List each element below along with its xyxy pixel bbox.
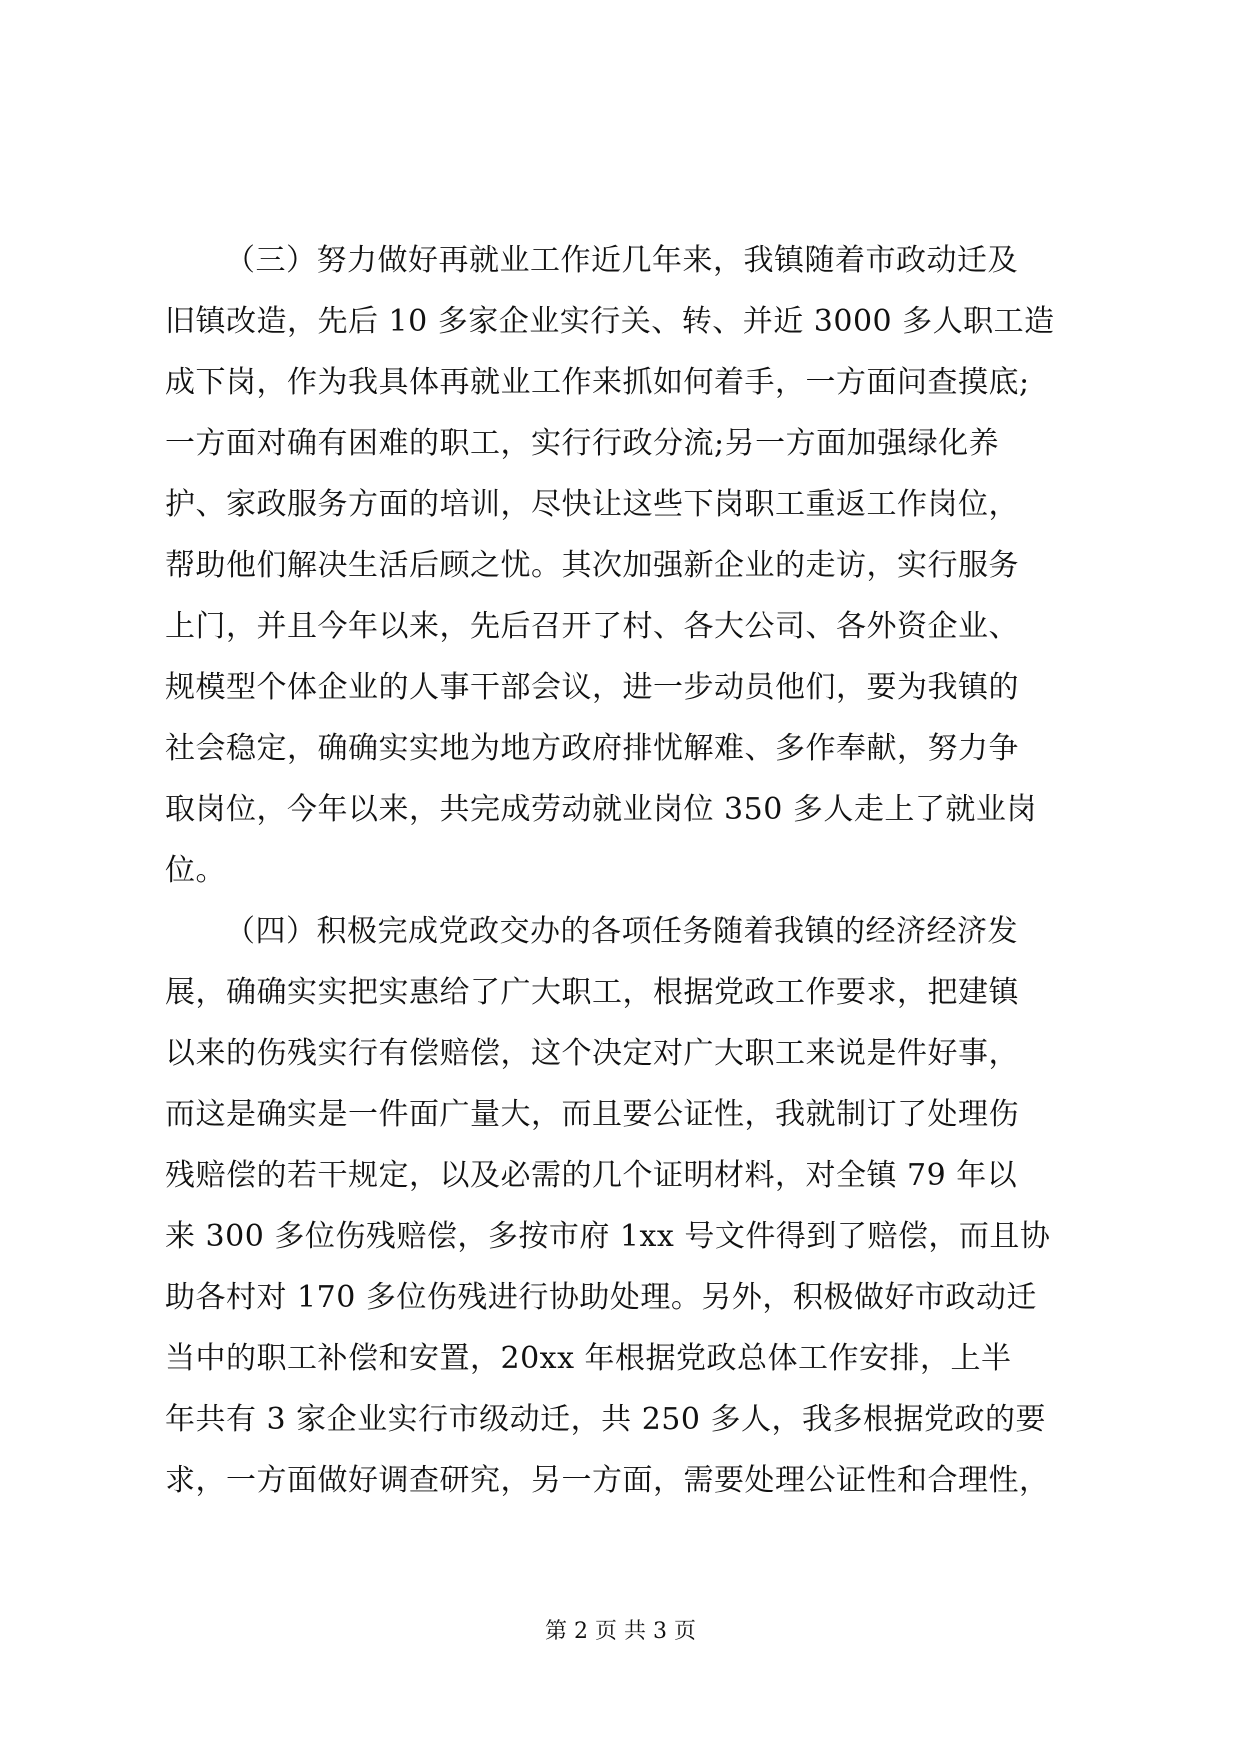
- text-line: 位。: [165, 853, 226, 888]
- text-line: 求，一方面做好调查研究，另一方面，需要处理公证性和合理性，: [165, 1463, 1050, 1498]
- text-line: 展，确确实实把实惠给了广大职工，根据党政工作要求，把建镇: [165, 975, 1019, 1010]
- text-line: 来 300 多位伤残赔偿，多按市府 1xx 号文件得到了赔偿，而且协: [165, 1219, 1051, 1254]
- text-line: 残赔偿的若干规定，以及必需的几个证明材料，对全镇 79 年以: [165, 1158, 1018, 1193]
- text-line: 而这是确实是一件面广量大，而且要公证性，我就制订了处理伤: [165, 1097, 1019, 1132]
- page-footer: [0, 1617, 1241, 1647]
- text-line: 以来的伤残实行有偿赔偿，这个决定对广大职工来说是件好事，: [165, 1036, 1019, 1071]
- text-line: 规模型个体企业的人事干部会议，进一步动员他们，要为我镇的: [165, 670, 1019, 705]
- text-line: 帮助他们解决生活后顾之忧。其次加强新企业的走访，实行服务: [165, 548, 1019, 583]
- text-line: 成下岗，作为我具体再就业工作来抓如何着手，一方面问查摸底;: [165, 365, 1030, 400]
- text-line: 社会稳定，确确实实地为地方政府排忧解难、多作奉献，努力争: [165, 731, 1019, 766]
- text-line: 上门，并且今年以来，先后召开了村、各大公司、各外资企业、: [165, 609, 1019, 644]
- text-line: 一方面对确有困难的职工，实行行政分流;另一方面加强绿化养: [165, 426, 1000, 461]
- paragraph-3: [165, 230, 1075, 901]
- page-number-label: 第 2 页 共 3 页: [545, 1619, 696, 1644]
- text-line: 旧镇改造，先后 10 多家企业实行关、转、并近 3000 多人职工造: [165, 304, 1055, 339]
- text-line: 当中的职工补偿和安置，20xx 年根据党政总体工作安排，上半: [165, 1341, 1012, 1376]
- text-line: 取岗位，今年以来，共完成劳动就业岗位 350 多人走上了就业岗: [165, 792, 1037, 827]
- text-line: 助各村对 170 多位伤残进行协助处理。另外，积极做好市政动迁: [165, 1280, 1037, 1315]
- text-line: （四）积极完成党政交办的各项任务随着我镇的经济经济发: [225, 914, 1018, 949]
- text-line: 护、家政服务方面的培训，尽快让这些下岗职工重返工作岗位，: [165, 487, 1019, 522]
- text-line: （三）努力做好再就业工作近几年来，我镇随着市政动迁及: [225, 243, 1018, 278]
- text-line: 年共有 3 家企业实行市级动迁，共 250 多人，我多根据党政的要: [165, 1402, 1046, 1437]
- paragraph-4: [165, 901, 1075, 1511]
- body-text: [165, 230, 1075, 1511]
